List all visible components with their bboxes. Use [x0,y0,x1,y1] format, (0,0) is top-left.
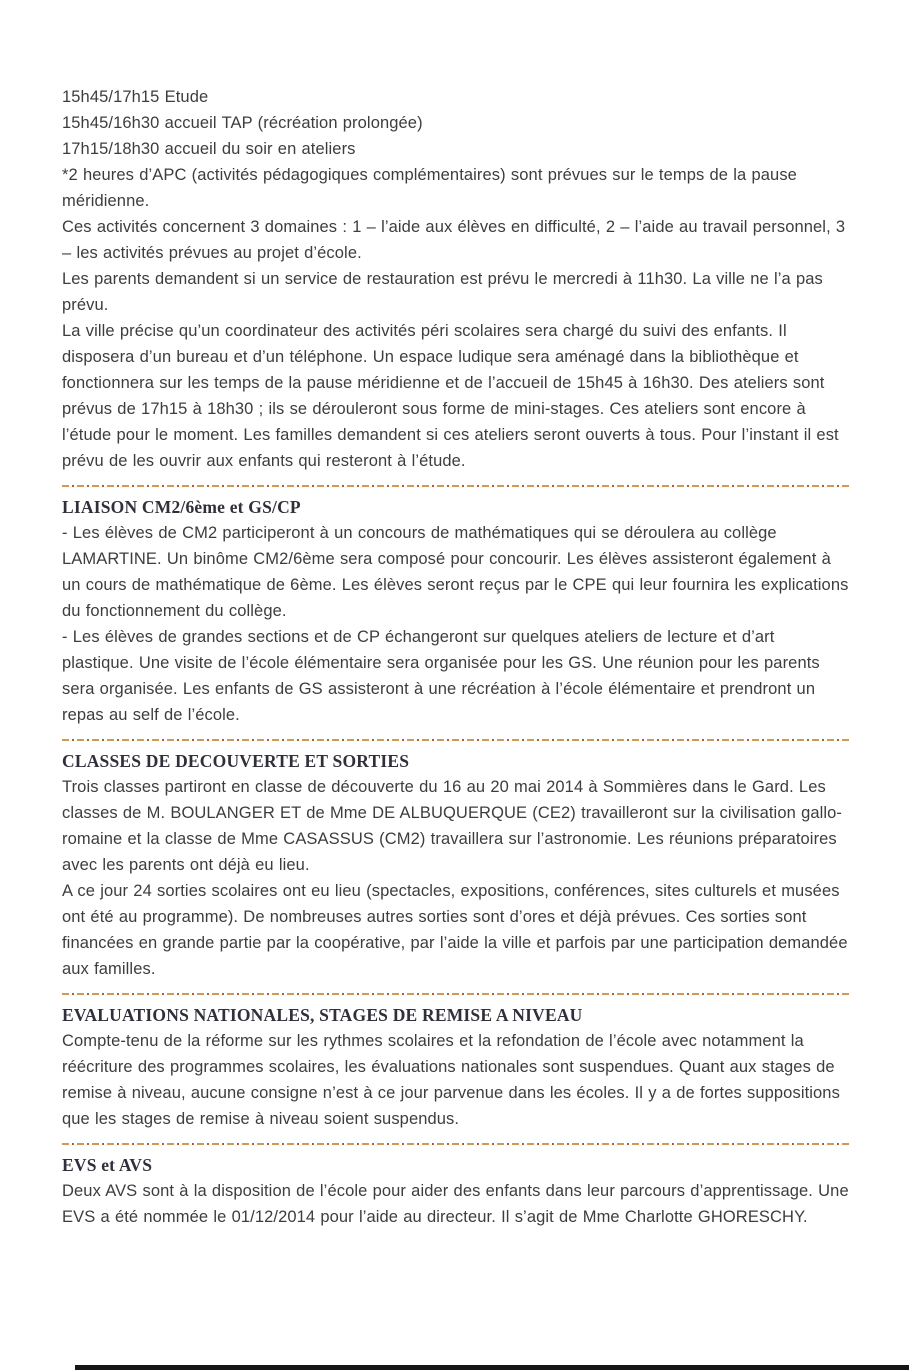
section-heading: EVS et AVS [62,1155,153,1175]
section-heading: EVALUATIONS NATIONALES, STAGES DE REMISE A NIVEAU [62,1005,583,1025]
section-separator [62,485,851,487]
body-paragraph: Ces activités concernent 3 domaines : 1 – l’aide aux élèves en difficulté, 2 – l’aide au travail personnel, 3 – les activités prévues au projet d’école. [62,218,846,262]
document-body [62,84,851,1230]
body-paragraph: Trois classes partiront en classe de découverte du 16 au 20 mai 2014 à Sommières dans le Gard. Les classes de M. BOULANGER ET de Mme DE ALBUQUERQUE (CE2) travailleront sur la civilisation gallo-romaine et la classe de Mme CASASSUS (CM2) travaillera sur l’astronomie. Les réunions préparatoires avec les parents ont déjà eu lieu. [62,778,843,874]
section-separator [62,993,851,995]
body-paragraph: A ce jour 24 sorties scolaires ont eu lieu (spectacles, expositions, conférences, sites culturels et musées ont été au programme). De nombreuses autres sorties sont d’ores et déjà prévues. Ces sorties sont financées en grande partie par la coopérative, par l’aide la ville et parfois par une participation demandée aux familles. [62,882,848,978]
body-paragraph: La ville précise qu’un coordinateur des activités péri scolaires sera chargé du suivi des enfants. Il disposera d’un bureau et d’un téléphone. Un espace ludique sera aménagé dans la bibliothèque et fonctionnera sur les temps de la pause méridienne et de l’accueil de 15h45 à 16h30. Des ateliers sont prévus de 17h15 à 18h30 ; ils se dérouleront sous forme de mini-stages. Ces ateliers sont encore à l’étude pour le moment. Les familles demandent si ces ateliers seront ouverts à tous. Pour l’instant il est prévu de les ouvrir aux enfants qui resteront à l’étude. [62,322,839,470]
body-paragraph: - Les élèves de grandes sections et de CP échangeront sur quelques ateliers de lecture et d’art plastique. Une visite de l’école élémentaire sera organisée pour les GS. Une réunion pour les parents sera organisée. Les enfants de GS assisteront à une récréation à l’école élémentaire et prendront un repas au self de l’école. [62,628,820,724]
section-heading: CLASSES DE DECOUVERTE ET SORTIES [62,751,410,771]
section-separator [62,739,851,741]
section-separator [62,1143,851,1145]
body-paragraph: 17h15/18h30 accueil du soir en ateliers [62,140,356,158]
body-paragraph: *2 heures d’APC (activités pédagogiques complémentaires) sont prévues sur le temps de la pause méridienne. [62,166,797,210]
body-paragraph: - Les élèves de CM2 participeront à un concours de mathématiques qui se déroulera au collège LAMARTINE. Un binôme CM2/6ème sera composé pour concourir. Les élèves assisteront également à un cours de mathématique de 6ème. Les élèves seront reçus par le CPE qui leur fournira les explications du fonctionnement du collège. [62,524,849,620]
body-paragraph: Deux AVS sont à la disposition de l’école pour aider des enfants dans leur parcours d’apprentissage. Une EVS a été nommée le 01/12/2014 pour l’aide au directeur. Il s’agit de Mme Charlotte GHORESCHY. [62,1182,849,1226]
bottom-cutoff-bar [75,1365,909,1370]
body-paragraph: 15h45/17h15 Etude [62,88,209,106]
section-heading: LIAISON CM2/6ème et GS/CP [62,497,301,517]
body-paragraph: 15h45/16h30 accueil TAP (récréation prolongée) [62,114,423,132]
body-paragraph: Les parents demandent si un service de restauration est prévu le mercredi à 11h30. La ville ne l’a pas prévu. [62,270,823,314]
body-paragraph: Compte-tenu de la réforme sur les rythmes scolaires et la refondation de l’école avec notamment la réécriture des programmes scolaires, les évaluations nationales sont suspendues. Quant aux stages de remise à niveau, aucune consigne n’est à ce jour parvenue dans les écoles. Il y a de fortes suppositions que les stages de remise à niveau soient suspendus. [62,1032,840,1128]
